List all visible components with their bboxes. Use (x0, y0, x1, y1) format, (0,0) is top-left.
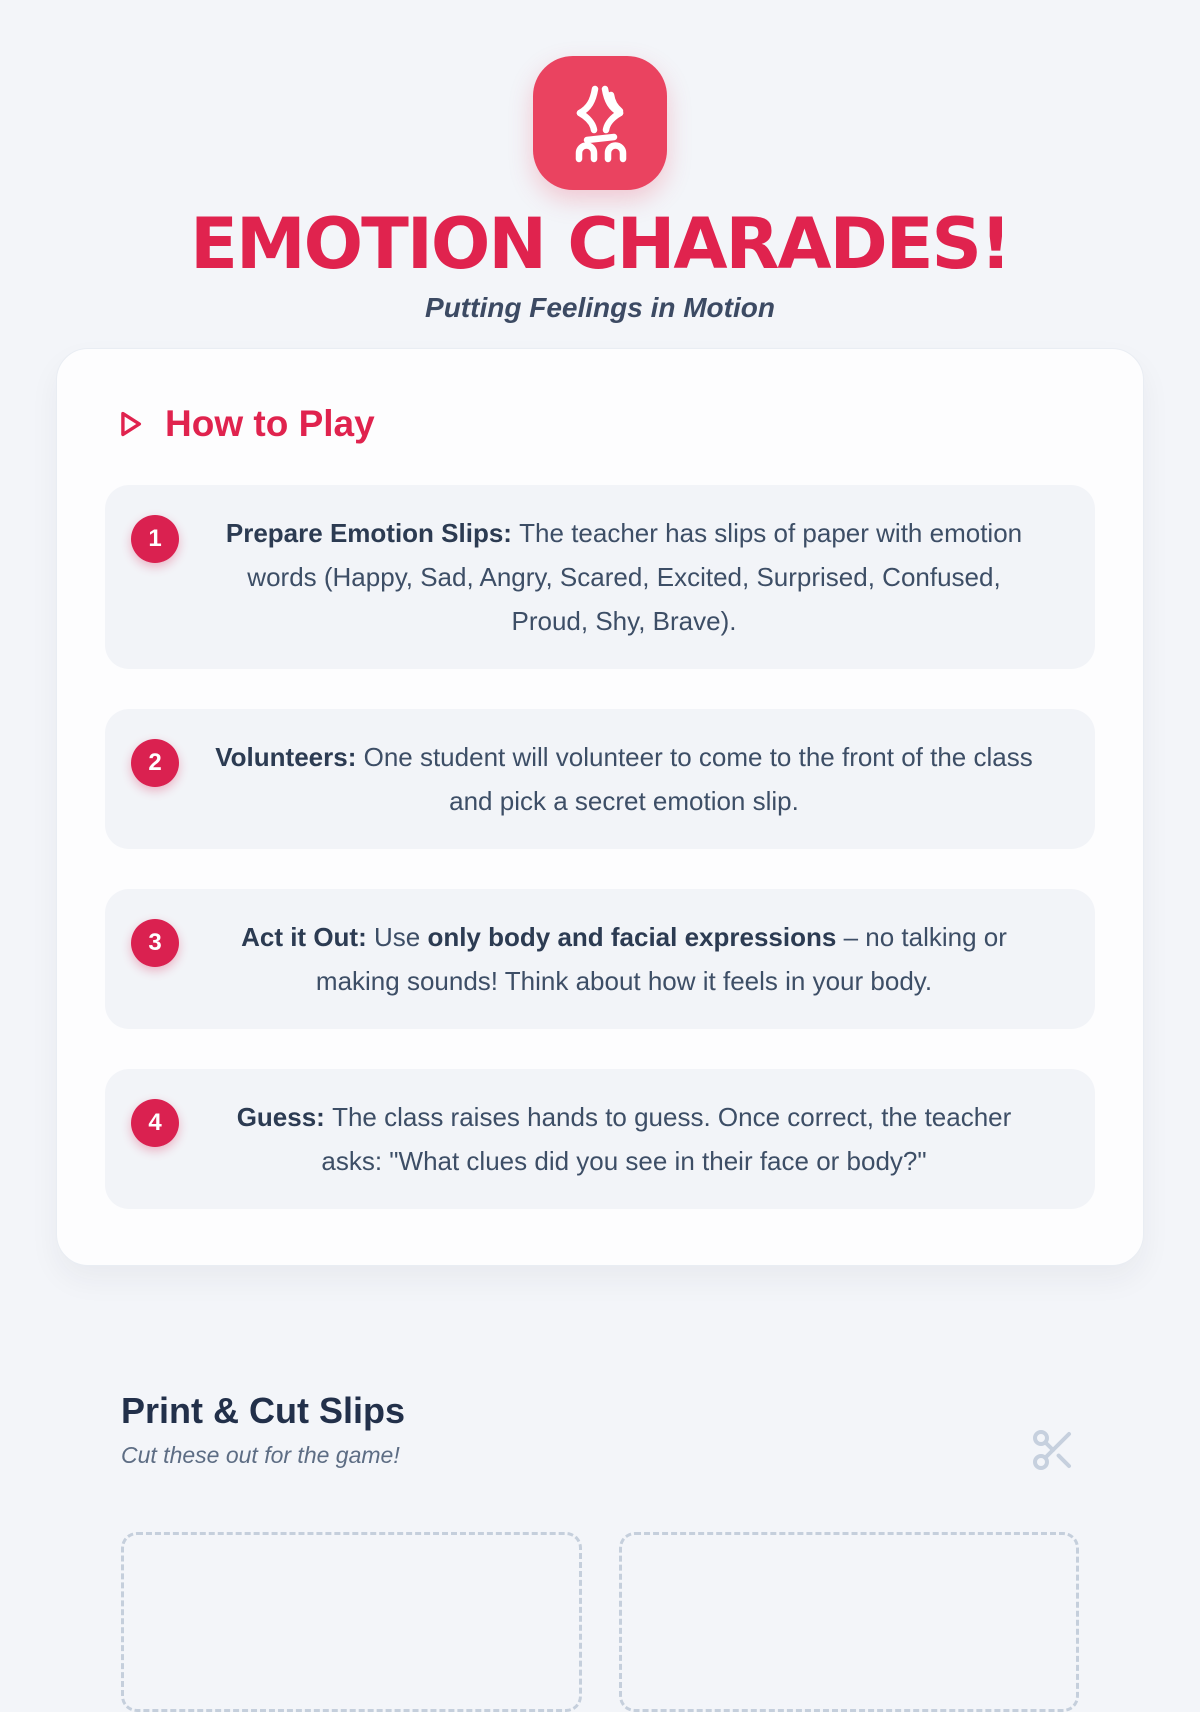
page-header (0, 0, 1200, 324)
step-item-2 (105, 709, 1095, 849)
step-text: Guess: The class raises hands to guess. Once correct, the teacher asks: "What clues did you see in their face or body?" (236, 1102, 1012, 1176)
step-item-3 (105, 889, 1095, 1029)
step-number-badge: 1 (131, 515, 179, 563)
play-triangle-icon (113, 407, 147, 441)
emotion-slip-box (121, 1532, 582, 1712)
step-text: Volunteers: One student will volunteer to come to the front of the class and pick a secret emotion slip. (215, 742, 1033, 816)
steps-list (105, 485, 1095, 1209)
emotion-slip-box (619, 1532, 1080, 1712)
theater-curtains-icon (533, 56, 667, 190)
how-to-play-label: How to Play (165, 403, 375, 444)
page-subtitle: Putting Feelings in Motion (425, 292, 775, 323)
print-cut-section (121, 1390, 1079, 1712)
step-item-1 (105, 485, 1095, 669)
page-title: EMOTION CHARADES! (190, 203, 1010, 285)
step-text: Prepare Emotion Slips: The teacher has slips of paper with emotion words (Happy, Sad, Angry, Scared, Excited, Surprised, Confused, Proud, Shy, Brave). (225, 518, 1023, 636)
how-to-play-card (56, 348, 1144, 1266)
step-number-badge: 4 (131, 1099, 179, 1147)
print-cut-subheading: Cut these out for the game! (121, 1442, 400, 1468)
step-item-4 (105, 1069, 1095, 1209)
step-number-badge: 3 (131, 919, 179, 967)
scissors-icon (1029, 1426, 1077, 1474)
slips-grid (121, 1532, 1079, 1712)
how-to-play-heading (105, 403, 1095, 445)
step-text: Act it Out: Use only body and facial expressions – no talking or making sounds! Think about how it feels in your body. (241, 922, 1007, 996)
step-number-badge: 2 (131, 739, 179, 787)
print-cut-heading: Print & Cut Slips (121, 1390, 406, 1431)
